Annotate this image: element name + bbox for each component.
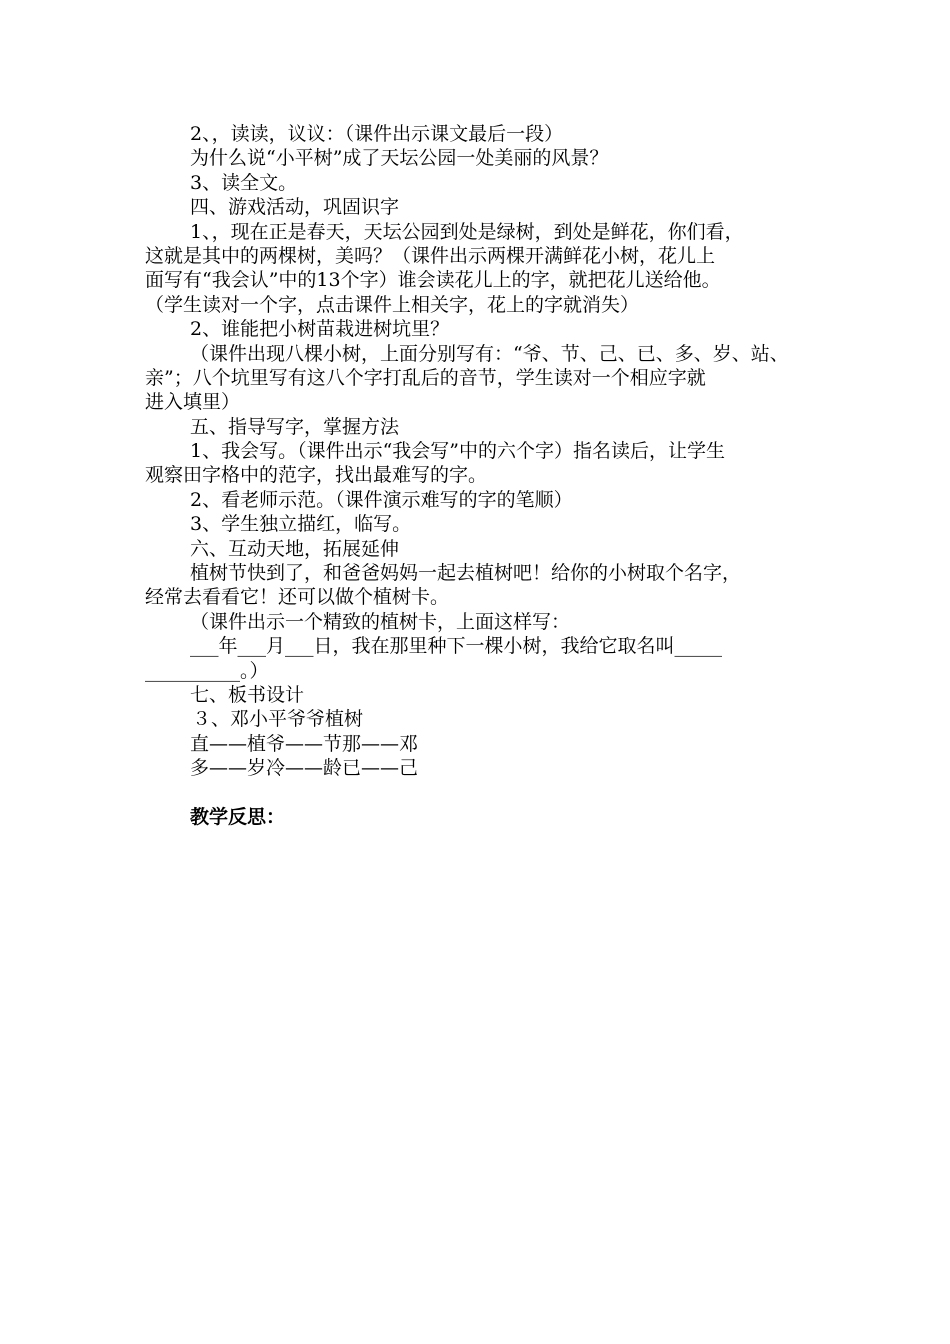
text-line: 面写有“我会认”中的13个字）谁会读花儿上的字，就把花儿送给他。 [145, 269, 721, 292]
fill-in-line: __________。） [145, 659, 269, 682]
spacer [145, 781, 815, 805]
text-line: 2、谁能把小树苗栽进树坑里？ [190, 318, 450, 341]
section-heading: 七、板书设计 [190, 683, 305, 706]
section-heading: 四、游戏活动，巩固识字 [190, 196, 400, 219]
section-heading: 五、指导写字，掌握方法 [190, 415, 400, 438]
text-line: 3、学生独立描红，临写。 [190, 513, 412, 536]
text-line: 观察田字格中的范字，找出最难写的字。 [145, 464, 488, 487]
text-line: （课件出示一个精致的植树卡，上面这样写： [190, 610, 571, 633]
board-line: 直——植爷——节那——邓 [190, 732, 419, 755]
text-line: （学生读对一个字，点击课件上相关字，花上的字就消失） [145, 293, 640, 316]
text-line: 2、，读读，议议：（课件出示课文最后一段） [190, 123, 564, 145]
text-line: （课件出现八棵小树，上面分别写有：“爷、节、己、已、多、岁、站、 [190, 342, 789, 365]
text-line: 经常去看看它！还可以做个植树卡。 [145, 586, 450, 609]
text-line: 1、我会写。（课件出示“我会写”中的六个字）指名读后，让学生 [190, 440, 726, 463]
board-line: 多——岁冷——龄已——己 [190, 757, 419, 780]
text-line: 亲”；八个坑里写有这八个字打乱后的音节，学生读对一个相应字就 [145, 366, 706, 389]
text-line: 进入填里） [145, 391, 241, 414]
board-title: ３、邓小平爷爷植树 [192, 708, 364, 731]
fill-in-line: ___年___月___日，我在那里种下一棵小树，我给它取名叫_____ [190, 635, 723, 658]
text-line: 1、，现在正是春天，天坛公园到处是绿树，到处是鲜花，你们看， [190, 220, 744, 243]
text-line: 植树节快到了，和爸爸妈妈一起去植树吧！给你的小树取个名字， [190, 562, 742, 585]
text-line: 为什么说“小平树”成了天坛公园一处美丽的风景？ [190, 147, 609, 170]
section-heading: 六、互动天地，拓展延伸 [190, 537, 400, 560]
document-page [145, 122, 815, 829]
text-line: 这就是其中的两棵树，美吗？（课件出示两棵开满鲜花小树，花儿上 [145, 244, 716, 267]
reflection-title: 教学反思： [190, 805, 286, 828]
text-line: 3、读全文。 [190, 171, 298, 194]
text-line: 2、看老师示范。（课件演示难写的字的笔顺） [190, 488, 573, 511]
